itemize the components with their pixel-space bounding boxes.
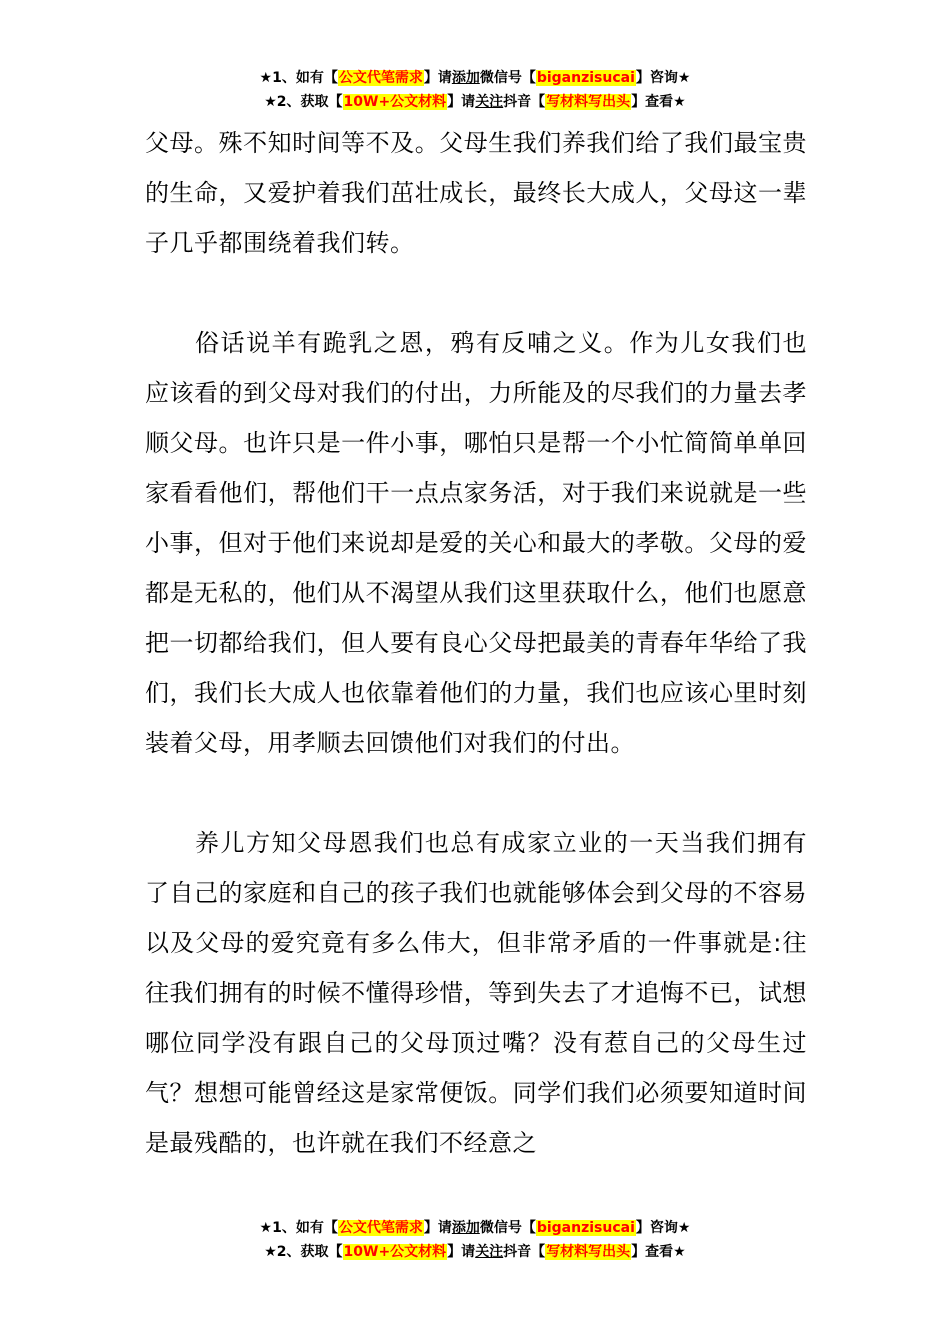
footer-line-2 (0, 1240, 950, 1264)
footer-line-2-highlight-materials: 10W+公文材料 (343, 1244, 447, 1260)
footer-banner (0, 1216, 950, 1264)
header-line-1-highlight-wechat: biganzisucai (536, 70, 635, 86)
paragraph-1: 父母。殊不知时间等不及。父母生我们养我们给了我们最宝贵的生命，又爱护着我们茁壮成长，最终长大成人，父母这一辈子几乎都围绕着我们转。 (145, 129, 807, 257)
header-line-2-highlight-douyin: 写材料写出头 (546, 94, 631, 110)
header-line-1-suffix: 】咨询★ (635, 70, 691, 86)
paragraph-3: 养儿方知父母恩我们也总有成家立业的一天当我们拥有了自己的家庭和自己的孩子我们也就能够体会到父母的不容易以及父母的爱究竟有多么伟大，但非常矛盾的一件事就是:往往我们拥有的时候不懂得珍惜，等到失去了才追悔不已，试想哪位同学没有跟自己的父母顶过嘴？没有惹自己的父母生过气？想想可能曾经这是家常便饭。同学们我们必须要知道时间是最残酷的，也许就在我们不经意之 (145, 829, 807, 1157)
header-line-2-suffix: 】查看★ (631, 94, 686, 110)
document-body (145, 118, 807, 1168)
footer-line-1-suffix: 】咨询★ (635, 1220, 691, 1236)
footer-line-2-prefix: ★2、获取【 (264, 1244, 343, 1260)
footer-line-1-prefix: ★1、如有【 (259, 1220, 338, 1236)
paragraph-spacer (145, 268, 807, 318)
header-line-2-highlight-materials: 10W+公文材料 (343, 94, 447, 110)
header-line-1-underlined: 添加 (451, 70, 480, 86)
footer-line-2-suffix: 】查看★ (631, 1244, 686, 1260)
paragraph-2: 俗话说羊有跪乳之恩，鸦有反哺之义。作为儿女我们也应该看的到父母对我们的付出，力所能及的尽我们的力量去孝顺父母。也许只是一件小事，哪怕只是帮一个小忙简简单单回家看看他们，帮他们干一点点家务活，对于我们来说就是一些小事，但对于他们来说却是爱的关心和最大的孝敬。父母的爱都是无私的，他们从不渴望从我们这里获取什么，他们也愿意把一切都给我们，但人要有良心父母把最美的青春年华给了我们，我们长大成人也依靠着他们的力量，我们也应该心里时刻装着父母，用孝顺去回馈他们对我们的付出。 (145, 329, 807, 757)
header-line-2-text: 】请 (447, 94, 476, 110)
footer-line-1 (0, 1216, 950, 1240)
header-line-1-highlight-service: 公文代笔需求 (338, 70, 423, 86)
footer-line-1-highlight-wechat: biganzisucai (536, 1220, 635, 1236)
footer-line-2-text-2: 抖音【 (503, 1244, 546, 1260)
header-line-1-text: 】请 (423, 70, 452, 86)
footer-line-1-text: 】请 (423, 1220, 452, 1236)
header-line-2 (0, 90, 950, 114)
header-line-1 (0, 66, 950, 90)
header-line-1-text-2: 微信号【 (479, 70, 536, 86)
header-line-2-prefix: ★2、获取【 (264, 94, 343, 110)
header-banner (0, 66, 950, 114)
header-line-2-text-2: 抖音【 (503, 94, 546, 110)
footer-line-2-text: 】请 (447, 1244, 476, 1260)
footer-line-2-highlight-douyin: 写材料写出头 (546, 1244, 631, 1260)
header-line-2-underlined: 关注 (475, 94, 504, 110)
footer-line-1-highlight-service: 公文代笔需求 (338, 1220, 423, 1236)
footer-line-2-underlined: 关注 (475, 1244, 504, 1260)
paragraph-spacer (145, 768, 807, 818)
footer-line-1-underlined: 添加 (451, 1220, 480, 1236)
footer-line-1-text-2: 微信号【 (479, 1220, 536, 1236)
header-line-1-prefix: ★1、如有【 (259, 70, 338, 86)
